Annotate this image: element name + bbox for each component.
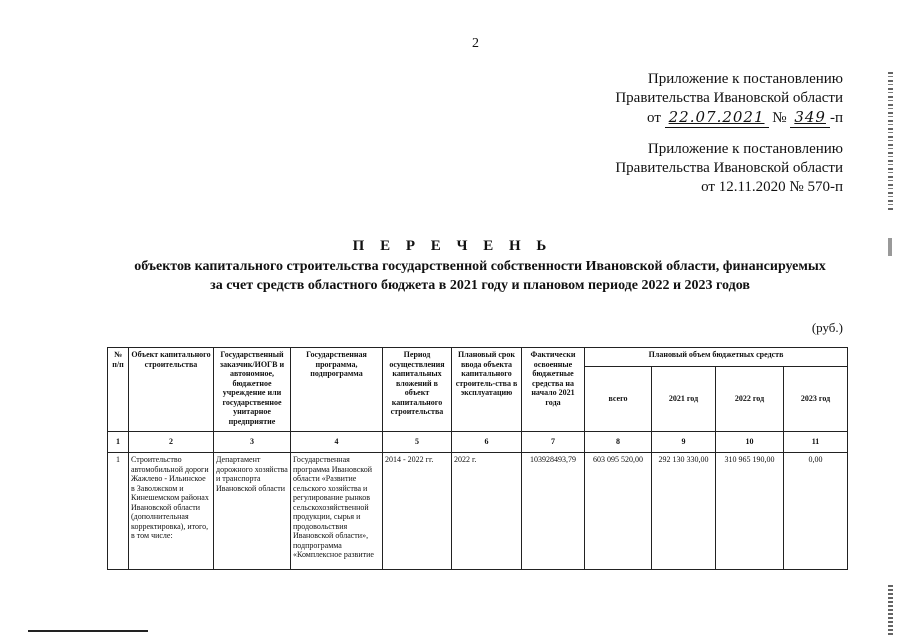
col-number: 6 [452, 432, 522, 453]
cell-period: 2014 - 2022 гг. [383, 453, 452, 570]
cell-2022: 310 965 190,00 [716, 453, 784, 570]
cell-total: 603 095 520,00 [585, 453, 652, 570]
header-2022: 2022 год [716, 367, 784, 432]
cell-no: 1 [108, 453, 129, 570]
cell-program: Государственная программа Ивановской области «Развитие сельского хозяйства и регулирование рынков сельскохозяйственной продукции, сырья и продовольствия Ивановской области», подпрограмма «Комплексное развитие [291, 453, 383, 570]
column-number-row [108, 432, 848, 453]
header-object: Объект капитального строительства [129, 348, 214, 432]
header-planned-volume: Плановый объем бюджетных средств [585, 348, 848, 367]
col-number: 1 [108, 432, 129, 453]
cell-actual: 103928493,79 [522, 453, 585, 570]
appendix-old-line3: от 12.11.2020 № 570-п [701, 179, 843, 195]
col-number: 2 [129, 432, 214, 453]
header-no: № п/п [108, 348, 129, 432]
handwritten-number: 349 [790, 108, 830, 128]
appendix-old-line1: Приложение к постановлению [647, 141, 843, 157]
appendix-old-line2: Правительства Ивановской области [615, 160, 843, 176]
handwritten-date: 22.07.2021 [665, 108, 769, 128]
header-planned-term: Плановый срок ввода объекта капитального строитель-ства в эксплуатацию [452, 348, 522, 432]
subtitle-line2: за счет средств областного бюджета в 2021 году и плановом периоде 2022 и 2023 годов [210, 278, 750, 293]
appendix-new-line3 [615, 108, 843, 128]
col-number: 4 [291, 432, 383, 453]
col-number: 9 [652, 432, 716, 453]
from-label: от [647, 110, 661, 126]
header-customer: Государственный заказчик/ИОГВ и автономное, бюджетное учреждение или государственное унитарное предприятие [214, 348, 291, 432]
col-number: 11 [784, 432, 848, 453]
header-total: всего [585, 367, 652, 432]
cell-planned-term: 2022 г. [452, 453, 522, 570]
scan-edge-mark [888, 72, 893, 212]
header-2021: 2021 год [652, 367, 716, 432]
col-number: 8 [585, 432, 652, 453]
appendix-new-line2: Правительства Ивановской области [615, 90, 843, 106]
subtitle-line1: объектов капитального строительства государственной собственности Ивановской области, финансируемых [134, 259, 826, 274]
document-title: П Е Р Е Ч Е Н Ь [352, 238, 553, 254]
cell-customer: Департамент дорожного хозяйства и транспорта Ивановской области [214, 453, 291, 570]
col-number: 3 [214, 432, 291, 453]
header-2023: 2023 год [784, 367, 848, 432]
col-number: 5 [383, 432, 452, 453]
header-program: Государственная программа, подпрограмма [291, 348, 383, 432]
number-suffix: -п [829, 110, 843, 126]
appendix-new-block [615, 70, 843, 128]
table-row [108, 453, 848, 570]
col-number: 7 [522, 432, 585, 453]
footer-rule [28, 630, 148, 632]
scan-edge-mark [888, 585, 893, 635]
appendix-new-line1: Приложение к постановлению [647, 71, 843, 87]
number-label: № [772, 110, 787, 126]
col-number: 10 [716, 432, 784, 453]
page-number: 2 [472, 36, 479, 51]
cell-2021: 292 130 330,00 [652, 453, 716, 570]
objects-table [107, 347, 848, 570]
header-actual: Фактически освоенные бюджетные средства на начало 2021 года [522, 348, 585, 432]
appendix-old-block [615, 140, 843, 197]
header-period: Период осуществления капитальных вложений в объект капитального строительства [383, 348, 452, 432]
currency-unit: (руб.) [811, 320, 843, 335]
document-subtitle [110, 257, 850, 295]
scan-edge-mark [888, 238, 892, 256]
cell-2023: 0,00 [784, 453, 848, 570]
cell-object: Строительство автомобильной дороги Жажлево - Ильинское в Заволжском и Кинешемском районах Ивановской области (дополнительная корректировка), итого, в том числе: [129, 453, 214, 570]
table-header-row [108, 348, 848, 367]
